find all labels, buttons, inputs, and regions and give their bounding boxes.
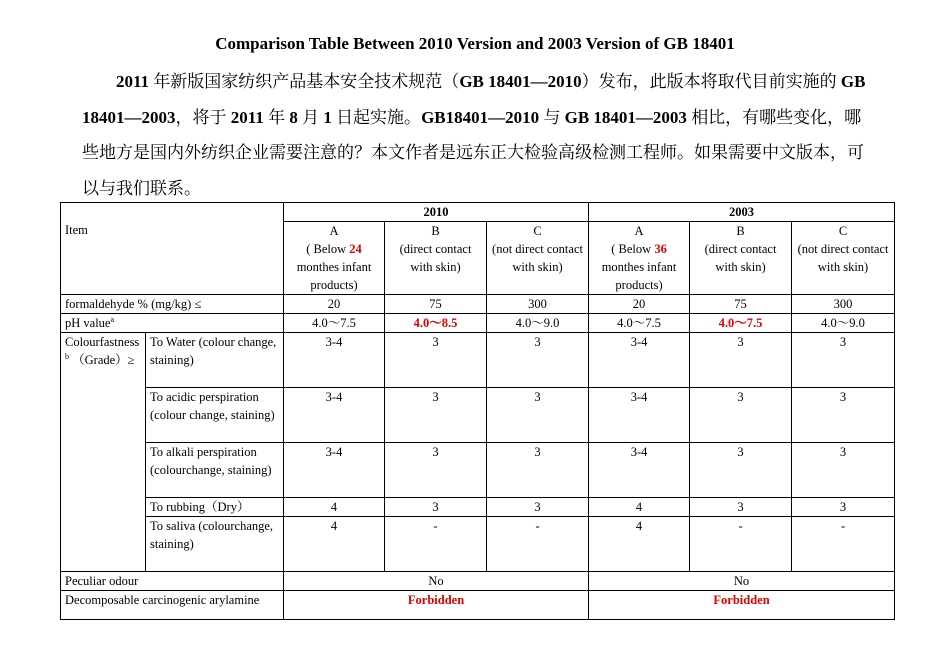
arylamine-label: Decomposable carcinogenic arylamine: [61, 591, 284, 620]
colourfastness-label: Colourfastness$^b$ （Grade）≥: [61, 333, 146, 572]
version-2010-header: 2010: [284, 203, 589, 222]
formaldehyde-label: formaldehyde % (mg/kg) ≤: [61, 295, 284, 314]
table-row: To saliva (colourchange, staining) 4 - - 4 - -: [61, 517, 895, 572]
table-row: Colourfastness$^b$ （Grade）≥ To Water (colour change, staining) 3-4 3 3 3-4 3 3: [61, 333, 895, 388]
table-row: Peculiar odour No No: [61, 572, 895, 591]
item-header: Item: [61, 203, 284, 295]
category-c-2010: C (not direct contact with skin): [487, 222, 589, 295]
version-2003-header: 2003: [589, 203, 895, 222]
category-b-2003: B (direct contact with skin): [690, 222, 792, 295]
table-row: Decomposable carcinogenic arylamine Forbidden Forbidden: [61, 591, 895, 620]
category-a-2010: A ( Below 24 monthes infant products): [284, 222, 385, 295]
table-row: pH value$^a$ 4.0～7.5 4.0～8.5 4.0～9.0 4.0～7.5 4.0～7.5 4.0～9.0: [61, 314, 895, 333]
table-row: To alkali perspiration (colourchange, staining) 3-4 3 3 3-4 3 3: [61, 443, 895, 498]
category-a-2003: A ( Below 36 monthes infant products): [589, 222, 690, 295]
intro-paragraph: 2011 年新版国家纺织产品基本安全技术规范（GB 18401—2010）发布，此版本将取代目前实施的 GB 18401—2003，将于 2011 年 8 月 1 日起实施。GB18401—2010 与 GB 18401—2003 相比，有哪些变化，哪些地方是国内外纺织企业需要注意的？本文作者是远东正大检验高级检测工程师。如果需要中文版本，可以与我们联系。: [82, 72, 866, 198]
table-row: To acidic perspiration (colour change, staining) 3-4 3 3 3-4 3 3: [61, 388, 895, 443]
odour-label: Peculiar odour: [61, 572, 284, 591]
page-title: Comparison Table Between 2010 Version and 2003 Version of GB 18401: [215, 34, 735, 53]
category-b-2010: B (direct contact with skin): [385, 222, 487, 295]
category-c-2003: C (not direct contact with skin): [792, 222, 895, 295]
comparison-table: [60, 202, 895, 620]
table-row: To rubbing（Dry） 4 3 3 4 3 3: [61, 498, 895, 517]
table-row: formaldehyde % (mg/kg) ≤ 20 75 300 20 75 300: [61, 295, 895, 314]
ph-label: pH value$^a$: [61, 314, 284, 333]
